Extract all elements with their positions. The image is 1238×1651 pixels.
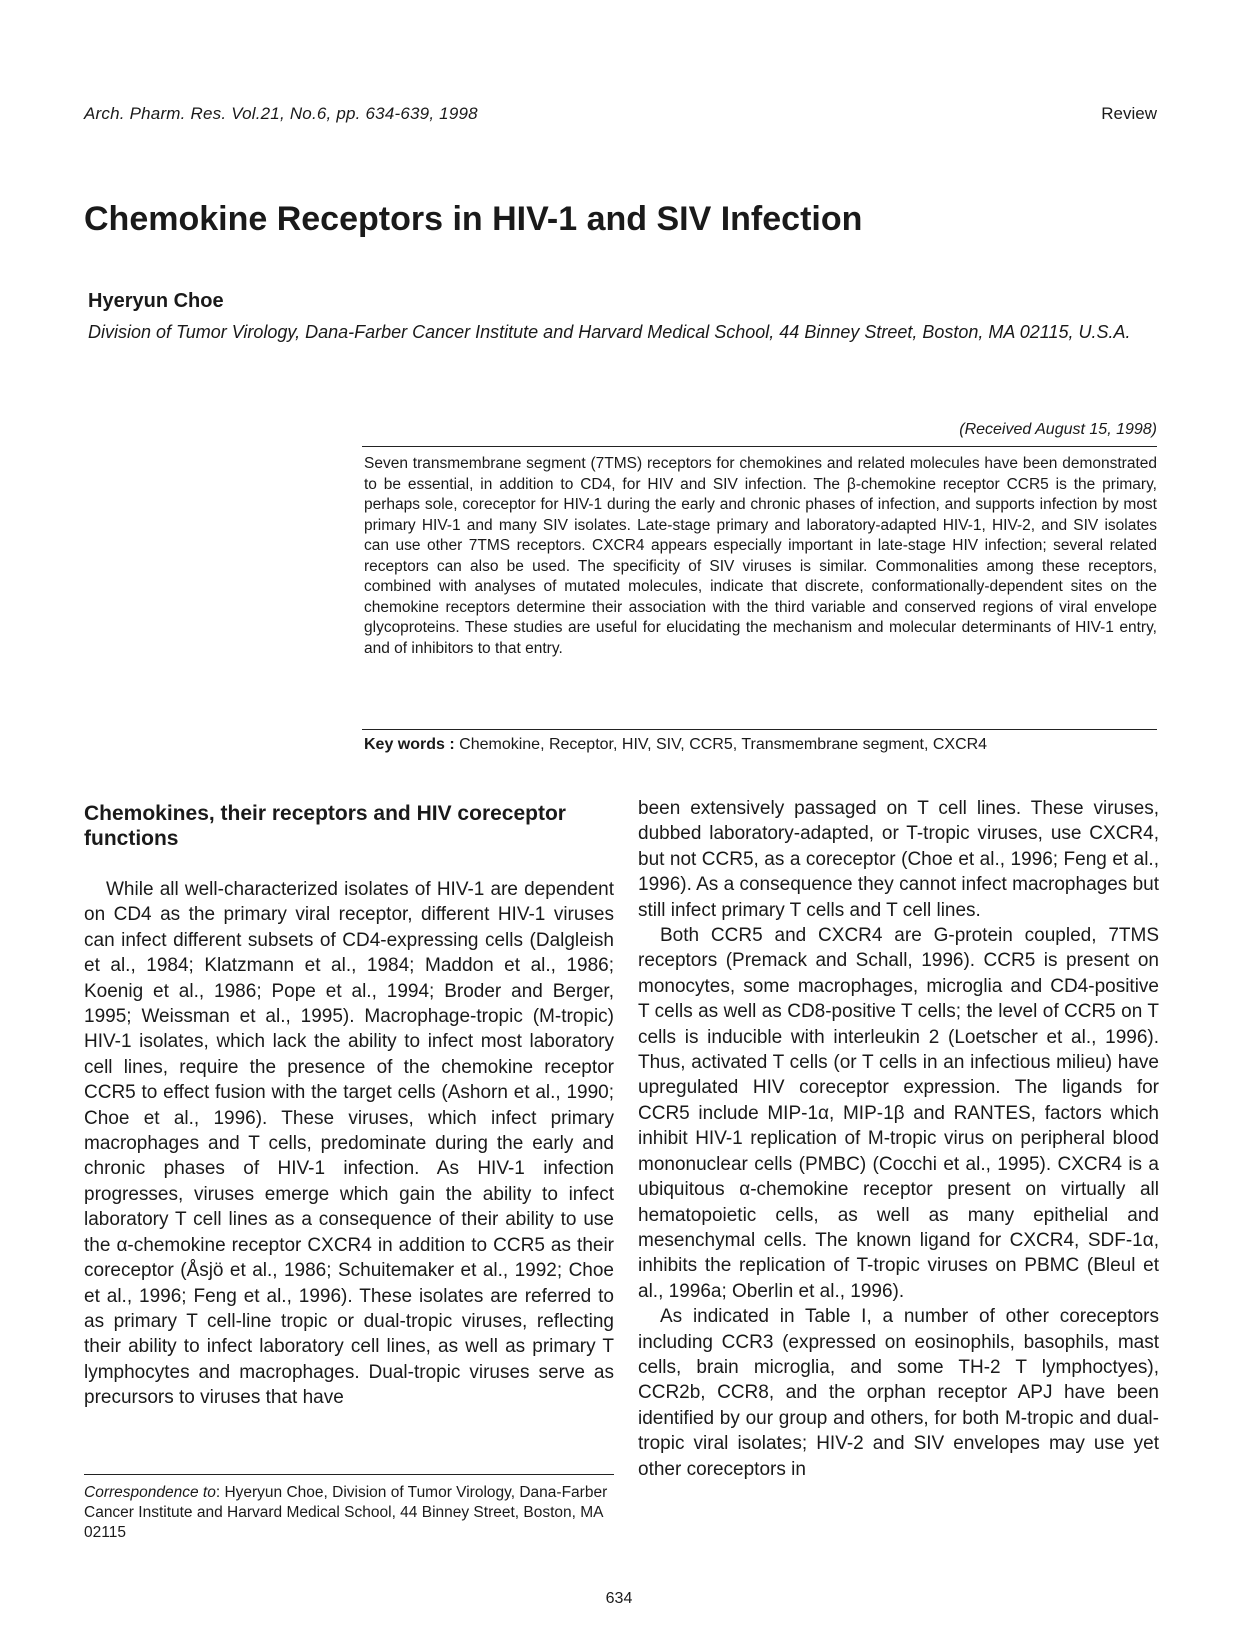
footnote-text: : Hyeryun Choe, Division of Tumor Virology, Dana-Farber Cancer Institute and Harvard Medical School, 44 Binney Street, Boston, MA 02115 — [84, 1484, 608, 1541]
correspondence-footnote — [84, 1483, 614, 1543]
article-title: Chemokine Receptors in HIV-1 and SIV Infection — [84, 200, 863, 238]
section-heading: Chemokines, their receptors and HIV coreceptor functions — [84, 802, 566, 850]
abstract-text: Seven transmembrane segment (7TMS) receptors for chemokines and related molecules have been demonstrated to be essential, in addition to CD4, for HIV and SIV infection. The β-chemokine receptor CCR5 is the primary, perhaps sole, coreceptor for HIV-1 during the early and chronic phases of infection, and supports infection by most primary HIV-1 and many SIV isolates. Late-stage primary and laboratory-adapted HIV-1, HIV-2, and SIV isolates can use other 7TMS receptors. CXCR4 appears especially important in late-stage HIV infection; several related receptors can also be used. The specificity of SIV viruses is similar. Commonalities among these receptors, combined with analyses of mutated molecules, indicate that discrete, conformationally-dependent sites on the chemokine receptors determine their association with the third variable and conserved regions of viral envelope glycoproteins. These studies are useful for elucidating the mechanism and molecular determinants of HIV-1 entry, and of inhibitors to that entry. — [364, 455, 1157, 657]
journal-citation: Arch. Pharm. Res. Vol.21, No.6, pp. 634-639, 1998 — [84, 104, 478, 123]
body-paragraph: While all well-characterized isolates of HIV-1 are dependent on CD4 as the primary viral receptor, different HIV-1 viruses can infect different subsets of CD4-expressing cells (Dalgleish et al., 1984; Klatzmann et al., 1984; Maddon et al., 1986; Koenig et al., 1986; Pope et al., 1994; Broder and Berger, 1995; Weissman et al., 1995). Macrophage-tropic (M-tropic) HIV-1 isolates, which lack the ability to infect most laboratory cell lines, require the presence of the chemokine receptor CCR5 to effect fusion with the target cells (Ashorn et al., 1990; Choe et al., 1996). These viruses, which infect primary macrophages and T cells, predominate during the early and chronic phases of HIV-1 infection. As HIV-1 infection progresses, viruses emerge which gain the ability to infect laboratory T cell lines as a consequence of their ability to use the α-chemokine receptor CXCR4 in addition to CCR5 as their coreceptor (Åsjö et al., 1986; Schuitemaker et al., 1992; Choe et al., 1996; Feng et al., 1996). These isolates are referred to as primary T cell-line tropic or dual-tropic viruses, reflecting their ability to infect laboratory cell lines, as well as primary T lymphocytes and macrophages. Dual-tropic viruses serve as precursors to viruses that have — [84, 879, 614, 1409]
footnote-label: Correspondence to — [84, 1484, 216, 1501]
abstract-top-rule — [362, 446, 1157, 447]
keywords-list: Chemokine, Receptor, HIV, SIV, CCR5, Transmembrane segment, CXCR4 — [454, 736, 988, 753]
author-affiliation: Division of Tumor Virology, Dana-Farber Cancer Institute and Harvard Medical School, 44 Binney Street, Boston, MA 02115, U.S.A. — [88, 322, 1131, 342]
footnote-rule — [84, 1474, 614, 1475]
received-date: (Received August 15, 1998) — [959, 421, 1157, 438]
body-paragraph-continued: been extensively passaged on T cell lines. These viruses, dubbed laboratory-adapted, or T-tropic viruses, use CXCR4, but not CCR5, as a coreceptor (Choe et al., 1996; Feng et al., 1996). As a consequence they cannot infect macrophages but still infect primary T cells and T cell lines. — [638, 798, 1159, 921]
right-column-body — [638, 796, 1159, 1482]
keywords-line — [364, 736, 987, 754]
body-paragraph: Both CCR5 and CXCR4 are G-protein coupled, 7TMS receptors (Premack and Schall, 1996). CCR5 is present on monocytes, some macrophages, microglia and CD4-positive T cells as well as CD8-positive T cells; the level of CCR5 on T cells is inducible with interleukin 2 (Loetscher et al., 1996). Thus, activated T cells (or T cells in an infectious milieu) have upregulated HIV coreceptor expression. The ligands for CCR5 include MIP-1α, MIP-1β and RANTES, factors which inhibit HIV-1 replication of M-tropic virus on peripheral blood mononuclear cells (PMBC) (Cocchi et al., 1995). CXCR4 is a ubiquitous α-chemokine receptor present on virtually all hematopoietic cells, as well as many epithelial and mesenchymal cells. The known ligand for CXCR4, SDF-1α, inhibits the replication of T-tropic viruses on PBMC (Bleul et al., 1996a; Oberlin et al., 1996). — [638, 925, 1159, 1302]
body-paragraph: As indicated in Table I, a number of other coreceptors including CCR3 (expressed on eosinophils, basophils, mast cells, brain microglia, and some TH-2 T lymphoctyes), CCR2b, CCR8, and the orphan receptor APJ have been identified by our group and others, for both M-tropic and dual-tropic viral isolates; HIV-2 and SIV envelopes may use yet other coreceptors in — [638, 1306, 1159, 1480]
keywords-rule — [362, 729, 1157, 730]
author-name: Hyeryun Choe — [88, 290, 224, 312]
article-type-label: Review — [1101, 104, 1157, 123]
keywords-label: Key words : — [364, 736, 455, 753]
page-number: 634 — [605, 1590, 633, 1607]
left-column-body — [84, 877, 614, 1411]
